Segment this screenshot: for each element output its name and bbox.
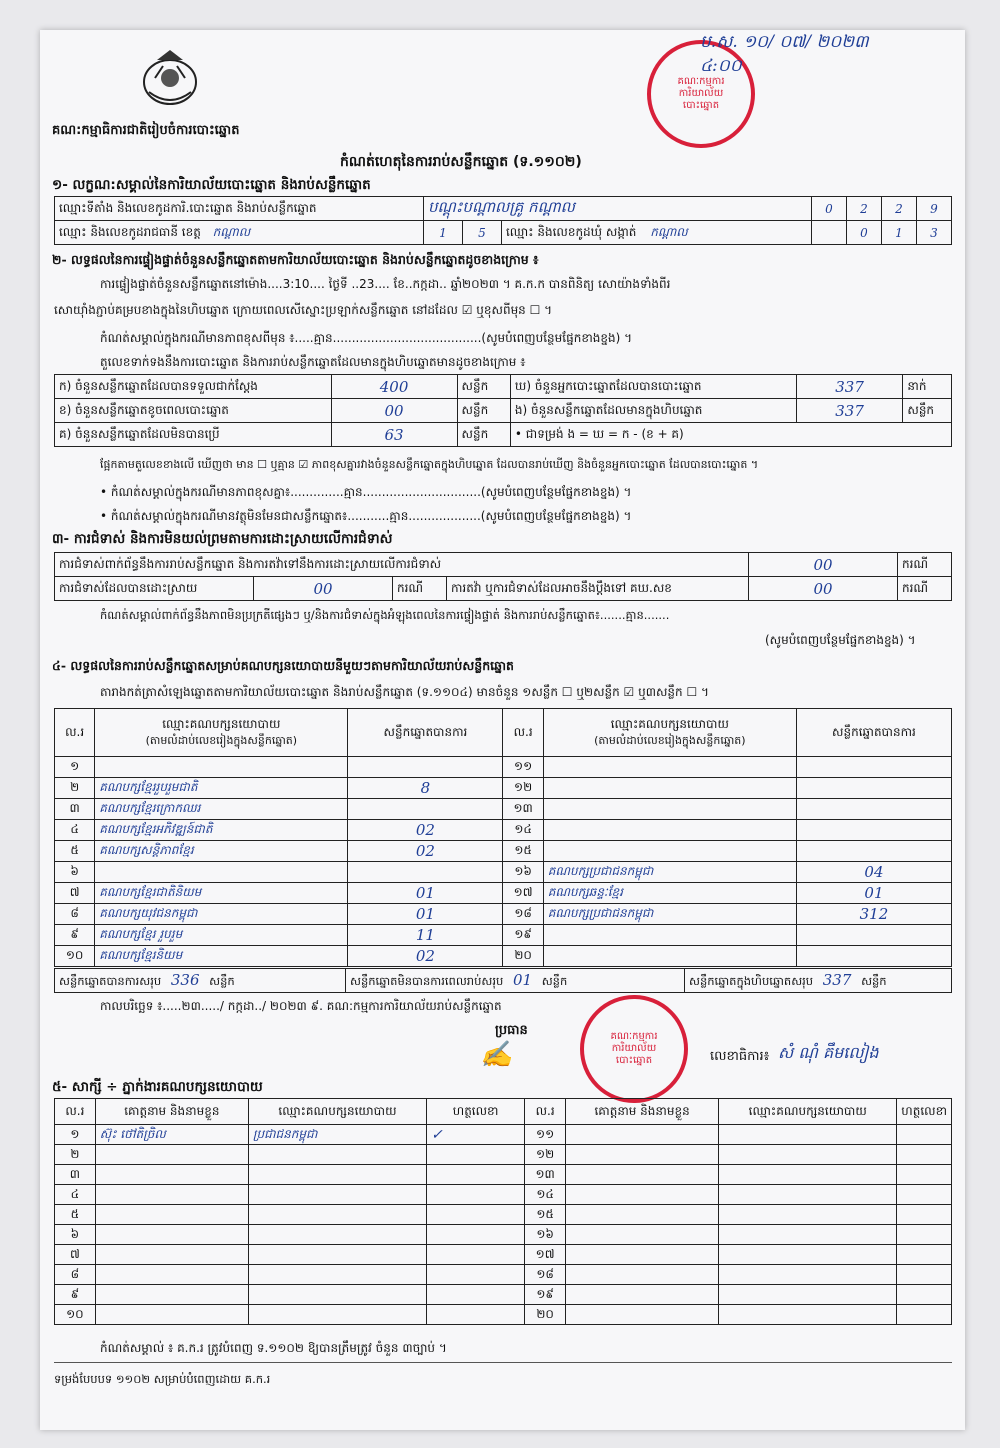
witness-no-2: ១៦ [525, 1225, 566, 1245]
objection-row-1-label: ការជំទាស់ពាក់ព័ន្ធនឹងការរាប់សន្លឹកឆ្នោត និងការតវ៉ាទៅនឹងការដោះស្រាយលើការជំទាស់ [55, 553, 749, 577]
count-e-label: ង) ចំនួនសន្លឹកឆ្នោតដែលមានក្នុងហិបឆ្នោត [510, 399, 796, 423]
results-row [55, 757, 952, 778]
province-cell [55, 221, 424, 245]
objection-row-2b-value: 00 [749, 577, 898, 601]
results-votes-2 [796, 946, 951, 967]
results-col-votes-2: សន្លឹកឆ្នោតបានការ [796, 709, 951, 757]
count-d-value: 337 [796, 375, 903, 399]
witness-name-2 [566, 1165, 719, 1185]
section-1-table [54, 196, 952, 245]
chair-signature: ✍ [480, 1040, 513, 1070]
results-col-party-title-2: ឈ្មោះគណបក្សនយោបាយ [610, 716, 729, 731]
results-party [95, 757, 348, 778]
results-col-votes: សន្លឹកឆ្នោតបានការ [348, 709, 503, 757]
witness-no: ១០ [55, 1305, 96, 1325]
count-c-value: 63 [331, 423, 457, 447]
witness-no: ៩ [55, 1285, 96, 1305]
results-party: គណបក្សខ្មែរក្រោកឈរ [95, 799, 348, 820]
witness-sign [427, 1185, 525, 1205]
witness-col-no: ល.រ [55, 1099, 96, 1125]
results-row [55, 820, 952, 841]
witness-sign [427, 1145, 525, 1165]
commune-code-3: 3 [917, 221, 952, 245]
province-code-1: 1 [424, 221, 463, 245]
witness-row [55, 1245, 952, 1265]
witness-col-sign-2: ហត្ថលេខា [897, 1099, 952, 1125]
witness-row [55, 1125, 952, 1145]
results-votes: 01 [348, 904, 503, 925]
witness-party-2 [719, 1125, 897, 1145]
objection-row-1-unit: ករណី [898, 553, 952, 577]
results-no-2: ១៥ [503, 841, 543, 862]
witness-row [55, 1185, 952, 1205]
witness-sign-2 [897, 1225, 952, 1245]
results-table [54, 708, 952, 967]
irregularity-note: កំណត់សម្គាល់ពាក់ព័ន្ធនឹងភាពមិនប្រក្រតីផ្សេងៗ ឬ/និងការជំទាស់ក្នុងអំឡុងពេលនៃការផ្ទៀងផ្ទាត់ និងការរាប់សន្លឹកឆ្នោត៖.......គ្មាន....... [100, 608, 670, 622]
witness-sign-2 [897, 1285, 952, 1305]
count-b-label: ខ) ចំនួនសន្លឹកឆ្នោតខូចពេលបោះឆ្នោត [55, 399, 332, 423]
results-no-2: ១៧ [503, 883, 543, 904]
total-box-label: សន្លឹកឆ្នោតក្នុងហិបឆ្នោតសរុប [689, 973, 814, 988]
witness-row [55, 1165, 952, 1185]
verification-line-2: សោយ៉ាំងភ្ជាប់គម្របខាងក្នុងនៃហិបឆ្នោត ក្រោយពេលសើស្នោះប្រឡាក់សន្លឹកឆ្នោត នៅដដែល ☑ ឬខុសពីមុន ☐ ។ [54, 303, 553, 317]
witness-no-2: ១៤ [525, 1185, 566, 1205]
witness-sign-2 [897, 1165, 952, 1185]
results-row [55, 799, 952, 820]
witness-name-2 [566, 1225, 719, 1245]
witness-no: ១ [55, 1125, 96, 1145]
witness-sign-2 [897, 1245, 952, 1265]
witness-no: ៤ [55, 1185, 96, 1205]
results-party [95, 862, 348, 883]
witness-no: ៦ [55, 1225, 96, 1245]
compare-line: ផ្អែកតាមតួលេខខាងលើ ឃើញថា មាន ☐ ឬគ្មាន ☑ ភាពខុសគ្នារវាងចំនួនសន្លឹកឆ្នោតក្នុងហិបឆ្នោត ដែលបានរាប់ឃើញ និងចំនួនអ្នកបោះឆ្នោត ដែលបានបោះឆ្នោត ។ [100, 458, 759, 471]
witness-no: ២ [55, 1145, 96, 1165]
results-votes: 02 [348, 946, 503, 967]
witness-row [55, 1305, 952, 1325]
verification-line-3: កំណត់សម្គាល់ក្នុងករណីមានភាពខុសពីមុន ៖.....គ្មាន.......................................(សូមបំពេញបន្ថែមផ្នែកខាងខ្នង) ។ [100, 331, 632, 345]
witness-name-2 [566, 1305, 719, 1325]
results-party-2 [543, 778, 796, 799]
results-no: ១០ [55, 946, 95, 967]
objection-row-2-unit: ករណី [393, 577, 447, 601]
witness-row [55, 1265, 952, 1285]
witness-name-2 [566, 1185, 719, 1205]
foreign-object-note: • កំណត់សម្គាល់ក្នុងករណីមានវត្ថុមិនមែនជាសន្លឹកឆ្នោត៖...........គ្មាន...................(សូមបំពេញបន្ថែមផ្នែកខាងខ្នង) ។ [100, 509, 632, 523]
witness-name [95, 1285, 248, 1305]
place-code-2: 2 [847, 197, 882, 221]
results-party: គណបក្សខ្មែររួបរួមជាតិ [95, 778, 348, 799]
results-no: ៨ [55, 904, 95, 925]
witness-no: ៧ [55, 1245, 96, 1265]
objection-row-2b-unit: ករណី [898, 577, 952, 601]
stamp-text-bottom: គណៈកម្មការការិយាល័យបោះឆ្នោត [610, 1031, 658, 1066]
witness-sign [427, 1245, 525, 1265]
official-stamp-bottom [580, 995, 688, 1103]
witness-party-2 [719, 1305, 897, 1325]
witness-sign-2 [897, 1265, 952, 1285]
commune-code-1: 0 [847, 221, 882, 245]
witness-col-party-2: ឈ្មោះគណបក្សនយោបាយ [719, 1099, 897, 1125]
total-valid-cell [55, 969, 346, 993]
footer-divider [54, 1362, 952, 1363]
section-4-heading: ៤- លទ្ធផលនៃការរាប់សន្លឹកឆ្នោតសម្រាប់គណបក្សនយោបាយនីមួយៗតាមការិយាល័យរាប់សន្លឹកឆ្នោត [52, 658, 514, 673]
results-row [55, 883, 952, 904]
total-box-value: 337 [822, 970, 852, 989]
place-code-1: 0 [812, 197, 847, 221]
results-votes: 02 [348, 841, 503, 862]
witness-party [248, 1245, 426, 1265]
count-e-value: 337 [796, 399, 903, 423]
count-d-label: ឃ) ចំនួនអ្នកបោះឆ្នោតដែលបានបោះឆ្នោត [510, 375, 796, 399]
results-votes: 11 [348, 925, 503, 946]
form-footer: ទម្រង់បែបបទ ១១០២ សម្រាប់បំពេញដោយ គ.ក.រ [54, 1372, 271, 1386]
witness-sign [427, 1205, 525, 1225]
witness-name [95, 1245, 248, 1265]
witness-name [95, 1305, 248, 1325]
witness-no-2: ១២ [525, 1145, 566, 1165]
results-party: គណបក្សខ្មែរ រួបរួម [95, 925, 348, 946]
witness-name [95, 1165, 248, 1185]
results-col-party-sub-2: (តាមលំដាប់លេខរៀងក្នុងសន្លឹកឆ្នោត) [594, 733, 746, 747]
results-party-2 [543, 799, 796, 820]
total-invalid-label: សន្លឹកឆ្នោតមិនបានការពេលរាប់សរុប [350, 973, 504, 988]
witness-footnote: កំណត់សម្គាល់ ៖ គ.ក.រ ត្រូវបំពេញ ទ.១១០២ ឱ្យបានត្រឹមត្រូវ ចំនួន ៣ច្បាប់ ។ [100, 1341, 447, 1355]
section-3-heading: ៣- ការជំទាស់ និងការមិនយល់ព្រមតាមការដោះស្រាយលើការជំទាស់ [52, 531, 393, 547]
witness-no-2: ១៨ [525, 1265, 566, 1285]
results-party: គណបក្សខ្មែរនិយម [95, 946, 348, 967]
results-no-2: ១៩ [503, 925, 543, 946]
total-box-unit: សន្លឹក [861, 973, 887, 988]
witness-col-no-2: ល.រ [525, 1099, 566, 1125]
results-votes-2: 312 [796, 904, 951, 925]
verification-line-1: ការផ្ទៀងផ្ទាត់ចំនួនសន្លឹកឆ្នោតនៅម៉ោង....3:10.... ថ្ងៃទី ..23.... ខែ..កក្កដា.. ឆ្នាំ២០២៣ ។ គ.ក.ក បានពិនិត្យ សោយ៉ាងទាំងពីរ [100, 277, 671, 291]
results-no-2: ១១ [503, 757, 543, 778]
results-no-2: ១៦ [503, 862, 543, 883]
place-code-3: 2 [882, 197, 917, 221]
results-col-party [95, 709, 348, 757]
place-code-4: 9 [917, 197, 952, 221]
witness-no-2: ១៩ [525, 1285, 566, 1305]
results-votes [348, 862, 503, 883]
witness-no: ៣ [55, 1165, 96, 1185]
results-row [55, 778, 952, 799]
objection-row-1-value: 00 [749, 553, 898, 577]
results-party: គណបក្សខ្មែរអភិវឌ្ឍន៍ជាតិ [95, 820, 348, 841]
province-label: ឈ្មោះ និងលេខកូដរាជធានី ខេត្ត [59, 224, 201, 239]
results-no: ៥ [55, 841, 95, 862]
place-value [424, 197, 812, 221]
witness-no: ៥ [55, 1205, 96, 1225]
results-body [55, 757, 952, 967]
results-votes: 02 [348, 820, 503, 841]
count-e-unit: សន្លឹក [903, 399, 952, 423]
results-party-2 [543, 925, 796, 946]
witness-no-2: ១១ [525, 1125, 566, 1145]
results-row [55, 946, 952, 967]
section-2-heading: ២- លទ្ធផលនៃការផ្ទៀងផ្ទាត់ចំនួនសន្លឹកឆ្នោតតាមការិយាល័យបោះឆ្នោត និងរាប់សន្លឹកឆ្នោតដូចខាងក្រោម ៖ [52, 252, 539, 267]
witness-party [248, 1305, 426, 1325]
results-row [55, 904, 952, 925]
results-no-2: ២០ [503, 946, 543, 967]
witness-sign-2 [897, 1305, 952, 1325]
results-votes: 01 [348, 883, 503, 904]
results-votes-2 [796, 925, 951, 946]
place-value-text: បណ្តុះបណ្តាលគ្រូ កណ្ដាល [428, 197, 575, 216]
results-votes: 8 [348, 778, 503, 799]
total-box-cell [685, 969, 952, 993]
results-party: គណបក្សយុវជនកម្ពុជា [95, 904, 348, 925]
witness-sign-2 [897, 1125, 952, 1145]
witness-sign-2 [897, 1145, 952, 1165]
results-no: ៧ [55, 883, 95, 904]
witness-name: ស៊ុះ ថៅតិច្រិល [95, 1125, 248, 1145]
province-code-2: 5 [463, 221, 502, 245]
witness-party-2 [719, 1165, 897, 1185]
results-col-no: ល.រ [55, 709, 95, 757]
witness-row [55, 1285, 952, 1305]
witness-row [55, 1145, 952, 1165]
count-a-value: 400 [331, 375, 457, 399]
witness-party [248, 1165, 426, 1185]
corner-handwritten-note: ប.ស. ១០/ ០៧/ ២០២៣ ៤:០០ [700, 32, 869, 76]
results-row [55, 841, 952, 862]
secretary-name: សំ ណុំ គឹមលៀង [778, 1043, 879, 1062]
results-votes [348, 757, 503, 778]
witness-name-2 [566, 1205, 719, 1225]
results-no: ៤ [55, 820, 95, 841]
commune-value: កណ្ដាល [650, 224, 688, 239]
witness-party-2 [719, 1285, 897, 1305]
national-emblem-icon [135, 48, 205, 110]
witness-name [95, 1225, 248, 1245]
stamp-text: គណៈកម្មការការិយាល័យបោះឆ្នោត [677, 76, 725, 111]
total-valid-unit: សន្លឹក [209, 973, 235, 988]
count-c-unit: សន្លឹក [457, 423, 510, 447]
witness-party-2 [719, 1185, 897, 1205]
witness-sign [427, 1225, 525, 1245]
witness-name [95, 1145, 248, 1165]
results-votes-2 [796, 799, 951, 820]
witness-party [248, 1225, 426, 1245]
results-party-2 [543, 820, 796, 841]
witness-party [248, 1285, 426, 1305]
witness-row [55, 1205, 952, 1225]
witness-name [95, 1205, 248, 1225]
count-b-unit: សន្លឹក [457, 399, 510, 423]
form-page [40, 30, 965, 1430]
total-invalid-cell [346, 969, 685, 993]
results-party: គណបក្សខ្មែរជាតិនិយម [95, 883, 348, 904]
commune-code-blank [812, 221, 847, 245]
results-row [55, 925, 952, 946]
results-col-party-title: ឈ្មោះគណបក្សនយោបាយ [162, 716, 281, 731]
objection-row-2b-label: ការតវ៉ា ឬការជំទាស់ដែលអាចនឹងប្ដឹងទៅ គឃ.សខ [447, 577, 749, 601]
witness-name-2 [566, 1285, 719, 1305]
witness-col-party: ឈ្មោះគណបក្សនយោបាយ [248, 1099, 426, 1125]
ballot-count-table [54, 374, 952, 447]
witness-sign-2 [897, 1205, 952, 1225]
witness-name [95, 1265, 248, 1285]
witness-sign [427, 1285, 525, 1305]
witness-no-2: ១៧ [525, 1245, 566, 1265]
witness-col-name: គោត្តនាម និងនាមខ្លួន [95, 1099, 248, 1125]
results-no: ៩ [55, 925, 95, 946]
results-no: ៣ [55, 799, 95, 820]
results-no: ៦ [55, 862, 95, 883]
place-label: ឈ្មោះទីតាំង និងលេខកូដការិ.បោះឆ្នោត និងរាប់សន្លឹកឆ្នោត [55, 197, 424, 221]
results-party-2: គណបក្សប្រជាជនកម្ពុជា [543, 904, 796, 925]
tally-sheet-line: តារាងកត់ត្រាសំឡេងឆ្នោតតាមការិយាល័យបោះឆ្នោត និងរាប់សន្លឹកឆ្នោត (ទ.១១០៤) មានចំនួន ១សន្លឹក ☐ ឬ២សន្លឹក ☑ ឬ៣សន្លឹក ☐ ។ [100, 685, 709, 699]
total-invalid-unit: សន្លឹក [541, 973, 568, 988]
count-d-unit: នាក់ [903, 375, 952, 399]
witness-party-2 [719, 1265, 897, 1285]
witness-party [248, 1145, 426, 1165]
count-formula: • ជាទម្រង់ ង = ឃ = ក - (ខ + គ) [510, 423, 951, 447]
commune-label: ឈ្មោះ និងលេខកូដឃុំ សង្កាត់ [506, 224, 637, 239]
results-party: គណបក្សសន្តិភាពខ្មែរ [95, 841, 348, 862]
results-party-2: គណបក្សឆន្ទៈខ្មែរ [543, 883, 796, 904]
witness-party [248, 1205, 426, 1225]
count-b-value: 00 [331, 399, 457, 423]
results-votes-2 [796, 841, 951, 862]
witness-no-2: ១៣ [525, 1165, 566, 1185]
witness-party [248, 1265, 426, 1285]
commune-cell [502, 221, 812, 245]
date-line: កាលបរិច្ឆេទ ៖.....២៣...../ កក្កដា../ ២០២៣ ៩. គណ:កម្មការការិយាល័យរាប់សន្លឹកឆ្នោត [100, 999, 502, 1013]
results-votes [348, 799, 503, 820]
count-c-label: គ) ចំនួនសន្លឹកឆ្នោតដែលមិនបានប្រើ [55, 423, 332, 447]
witness-body [55, 1125, 952, 1325]
witness-row [55, 1225, 952, 1245]
results-col-no-2: ល.រ [503, 709, 543, 757]
difference-note: • កំណត់សម្គាល់ក្នុងករណីមានភាពខុសគ្នា៖..............គ្មាន...............................(សូមបំពេញបន្ថែមផ្នែកខាងខ្នង) ។ [100, 485, 632, 499]
results-party-2: គណបក្សប្រជាជនកម្ពុជា [543, 862, 796, 883]
witness-party: ប្រជាជនកម្ពុជា [248, 1125, 426, 1145]
witness-sign-2 [897, 1185, 952, 1205]
witness-no: ៨ [55, 1265, 96, 1285]
verification-line-4: តួលេខទាក់ទងនឹងការបោះឆ្នោត និងការរាប់សន្លឹកឆ្នោតដែលមានក្នុងហិបឆ្នោតមានដូចខាងក្រោម ៖ [100, 355, 526, 369]
secretary-label: លេខាធិការ៖ [710, 1049, 770, 1064]
witness-sign [427, 1265, 525, 1285]
witness-sign: ✓ [427, 1125, 525, 1145]
results-no-2: ១៣ [503, 799, 543, 820]
province-value: កណ្ដាល [212, 224, 251, 239]
results-party-2 [543, 841, 796, 862]
committee-name: គណ:កម្មាធិការជាតិរៀបចំការបោះឆ្នោត [52, 123, 240, 138]
witness-name [95, 1185, 248, 1205]
witness-name-2 [566, 1245, 719, 1265]
results-no-2: ១៤ [503, 820, 543, 841]
witness-col-name-2: គោត្តនាម និងនាមខ្លួន [566, 1099, 719, 1125]
results-no: ២ [55, 778, 95, 799]
results-party-2 [543, 757, 796, 778]
witness-col-sign: ហត្ថលេខា [427, 1099, 525, 1125]
chair-label: ប្រធាន [495, 1023, 528, 1038]
commune-code-2: 1 [882, 221, 917, 245]
results-votes-2 [796, 778, 951, 799]
objection-table [54, 552, 952, 601]
witness-sign [427, 1165, 525, 1185]
results-votes-2: 01 [796, 883, 951, 904]
count-a-label: ក) ចំនួនសន្លឹកឆ្នោតដែលបានទទួលជាក់ស្ដែង [55, 375, 332, 399]
witness-party-2 [719, 1145, 897, 1165]
witness-name-2 [566, 1265, 719, 1285]
results-votes-2: 04 [796, 862, 951, 883]
results-totals [54, 968, 952, 993]
witness-party-2 [719, 1205, 897, 1225]
results-row [55, 862, 952, 883]
results-votes-2 [796, 757, 951, 778]
objection-row-2-value: 00 [254, 577, 393, 601]
irregularity-note-tail: (សូមបំពេញបន្ថែមផ្នែកខាងខ្នង) ។ [765, 633, 916, 647]
results-no: ១ [55, 757, 95, 778]
results-col-party-2 [543, 709, 796, 757]
witness-name-2 [566, 1125, 719, 1145]
section-1-heading: ១- លក្ខណ:សម្គាល់នៃការិយាល័យបោះឆ្នោត និងរាប់សន្លឹកឆ្នោត [52, 177, 371, 193]
results-no-2: ១៨ [503, 904, 543, 925]
total-valid-value: 336 [170, 970, 200, 989]
results-party-2 [543, 946, 796, 967]
total-valid-label: សន្លឹកឆ្នោតបានការសរុប [59, 973, 162, 988]
witness-party-2 [719, 1225, 897, 1245]
form-title: កំណត់ហេតុនៃការរាប់សន្លឹកឆ្នោត (ទ.១១០២) [340, 154, 582, 170]
results-votes-2 [796, 820, 951, 841]
count-a-unit: សន្លឹក [457, 375, 510, 399]
witness-name-2 [566, 1145, 719, 1165]
witness-party-2 [719, 1245, 897, 1265]
results-no-2: ១២ [503, 778, 543, 799]
witness-no-2: ២០ [525, 1305, 566, 1325]
results-col-party-sub: (តាមលំដាប់លេខរៀងក្នុងសន្លឹកឆ្នោត) [145, 733, 298, 747]
total-invalid-value: 01 [512, 970, 533, 989]
objection-row-2-label: ការជំទាស់ដែលបានដោះស្រាយ [55, 577, 254, 601]
section-5-heading: ៥- សាក្សី ÷ ភ្នាក់ងារគណបក្សនយោបាយ [52, 1079, 263, 1095]
witness-party [248, 1185, 426, 1205]
witness-table [54, 1098, 952, 1325]
witness-no-2: ១៥ [525, 1205, 566, 1225]
witness-sign [427, 1305, 525, 1325]
